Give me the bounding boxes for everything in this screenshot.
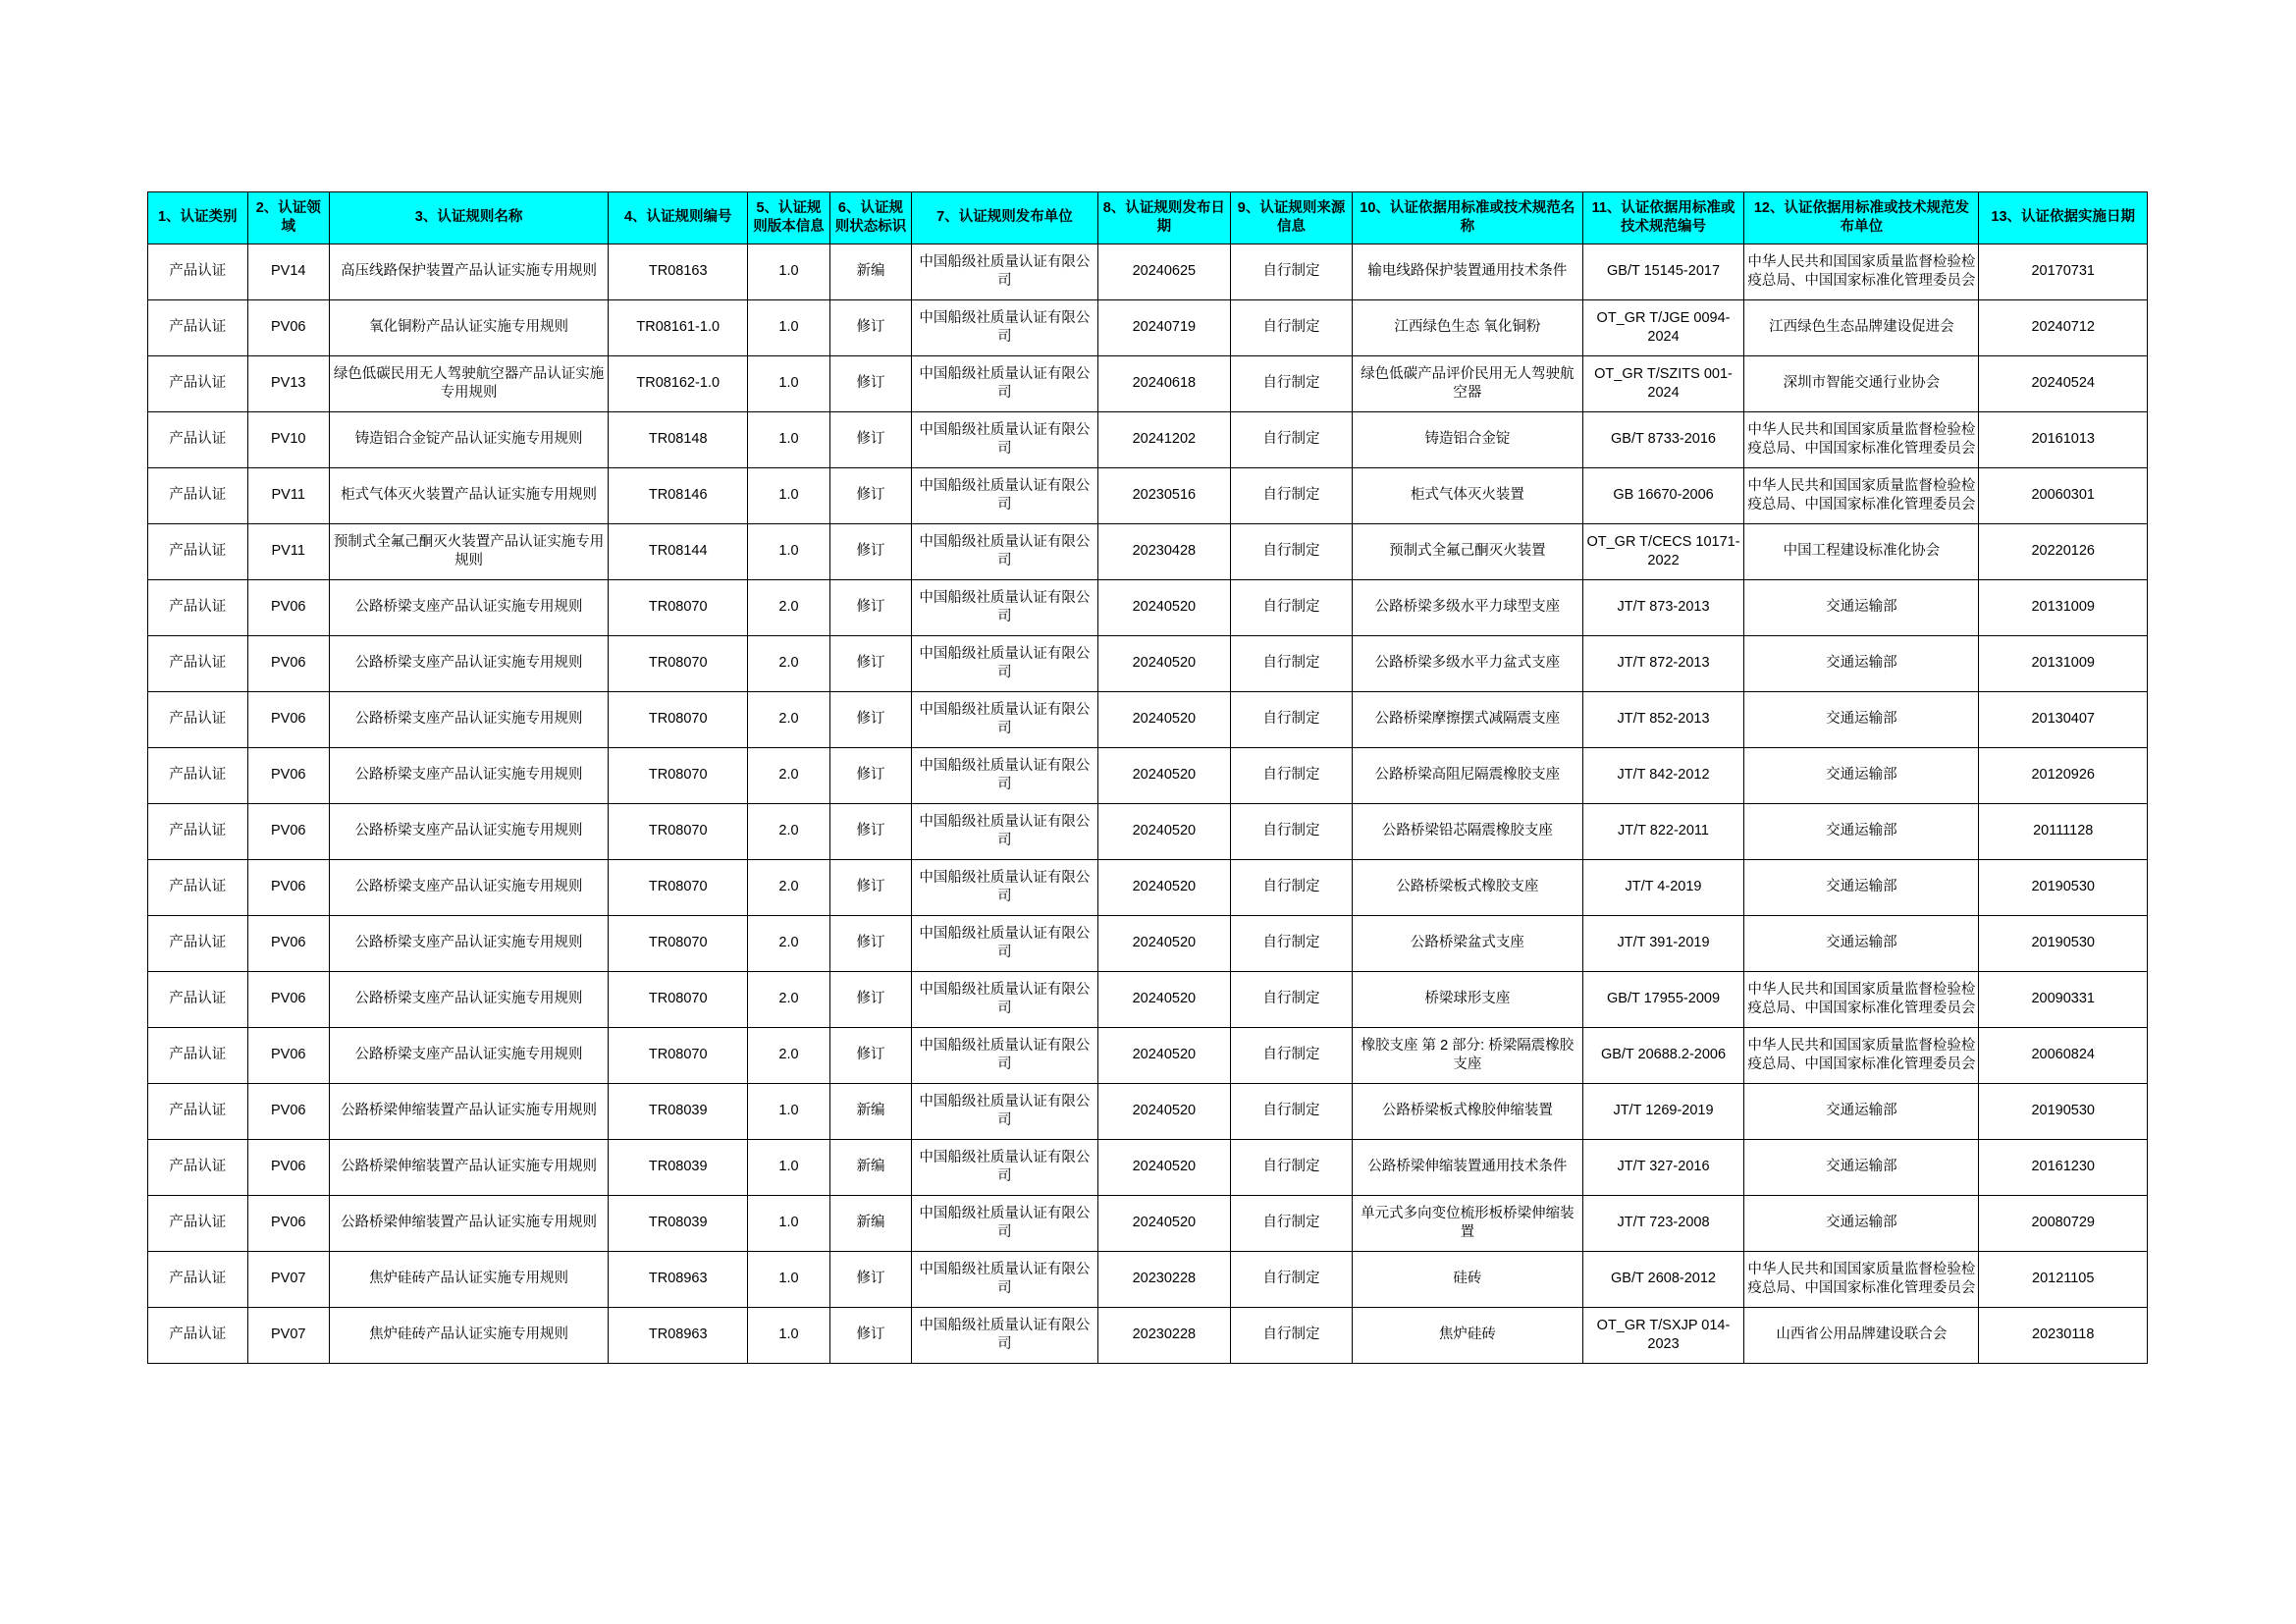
cell-rule-version: 2.0 bbox=[748, 803, 829, 859]
cell-cert-type: 产品认证 bbox=[148, 579, 248, 635]
cell-rule-status: 修订 bbox=[829, 1251, 911, 1307]
cell-rule-number: TR08039 bbox=[609, 1195, 748, 1251]
cell-rule-source: 自行制定 bbox=[1231, 1251, 1353, 1307]
cell-cert-type: 产品认证 bbox=[148, 244, 248, 299]
cell-rule-version: 1.0 bbox=[748, 523, 829, 579]
table-row bbox=[148, 1251, 2148, 1307]
cell-rule-publish-date: 20240520 bbox=[1097, 579, 1230, 635]
cell-rule-publish-date: 20240520 bbox=[1097, 803, 1230, 859]
cell-cert-type: 产品认证 bbox=[148, 1307, 248, 1363]
cell-rule-name: 焦炉硅砖产品认证实施专用规则 bbox=[329, 1307, 608, 1363]
cell-rule-source: 自行制定 bbox=[1231, 915, 1353, 971]
cell-rule-number: TR08070 bbox=[609, 579, 748, 635]
cell-rule-publisher: 中国船级社质量认证有限公司 bbox=[912, 803, 1097, 859]
cell-rule-number: TR08963 bbox=[609, 1307, 748, 1363]
cell-rule-version: 1.0 bbox=[748, 1195, 829, 1251]
cell-standard-publisher: 交通运输部 bbox=[1744, 635, 1979, 691]
cell-rule-publish-date: 20230516 bbox=[1097, 467, 1230, 523]
cell-cert-type: 产品认证 bbox=[148, 411, 248, 467]
cell-standard-publisher: 交通运输部 bbox=[1744, 859, 1979, 915]
table-row bbox=[148, 244, 2148, 299]
table-row bbox=[148, 299, 2148, 355]
cell-rule-source: 自行制定 bbox=[1231, 579, 1353, 635]
table-row bbox=[148, 915, 2148, 971]
cell-standard-name: 公路桥梁盆式支座 bbox=[1353, 915, 1583, 971]
cell-standard-effective-date: 20220126 bbox=[1979, 523, 2148, 579]
column-header-standard-effective-date: 13、认证依据实施日期 bbox=[1979, 192, 2148, 244]
cell-rule-source: 自行制定 bbox=[1231, 523, 1353, 579]
cell-rule-status: 修订 bbox=[829, 915, 911, 971]
cell-rule-publisher: 中国船级社质量认证有限公司 bbox=[912, 971, 1097, 1027]
cell-rule-publish-date: 20240520 bbox=[1097, 747, 1230, 803]
cell-rule-publish-date: 20240520 bbox=[1097, 1139, 1230, 1195]
cell-standard-effective-date: 20230118 bbox=[1979, 1307, 2148, 1363]
cell-standard-publisher: 中华人民共和国国家质量监督检验检疫总局、中国国家标准化管理委员会 bbox=[1744, 467, 1979, 523]
cell-rule-version: 1.0 bbox=[748, 1251, 829, 1307]
cell-cert-type: 产品认证 bbox=[148, 1027, 248, 1083]
cell-rule-status: 修订 bbox=[829, 747, 911, 803]
cell-standard-number: GB/T 8733-2016 bbox=[1582, 411, 1744, 467]
cell-rule-status: 修订 bbox=[829, 355, 911, 411]
column-header-rule-name: 3、认证规则名称 bbox=[329, 192, 608, 244]
cell-rule-publish-date: 20240625 bbox=[1097, 244, 1230, 299]
cell-rule-version: 1.0 bbox=[748, 411, 829, 467]
cell-rule-name: 公路桥梁伸缩装置产品认证实施专用规则 bbox=[329, 1139, 608, 1195]
cell-rule-publisher: 中国船级社质量认证有限公司 bbox=[912, 1251, 1097, 1307]
cell-rule-number: TR08070 bbox=[609, 747, 748, 803]
cell-standard-name: 江西绿色生态 氧化铜粉 bbox=[1353, 299, 1583, 355]
cell-rule-publisher: 中国船级社质量认证有限公司 bbox=[912, 1083, 1097, 1139]
cell-rule-number: TR08148 bbox=[609, 411, 748, 467]
cell-standard-publisher: 交通运输部 bbox=[1744, 1139, 1979, 1195]
cell-rule-version: 2.0 bbox=[748, 635, 829, 691]
cell-rule-publisher: 中国船级社质量认证有限公司 bbox=[912, 579, 1097, 635]
cell-standard-name: 柜式气体灭火装置 bbox=[1353, 467, 1583, 523]
cell-rule-version: 1.0 bbox=[748, 467, 829, 523]
cell-rule-status: 修订 bbox=[829, 859, 911, 915]
cell-rule-status: 修订 bbox=[829, 299, 911, 355]
cell-cert-field: PV10 bbox=[247, 411, 329, 467]
cell-standard-publisher: 交通运输部 bbox=[1744, 1083, 1979, 1139]
cell-rule-source: 自行制定 bbox=[1231, 355, 1353, 411]
cell-rule-publish-date: 20230228 bbox=[1097, 1251, 1230, 1307]
table-row bbox=[148, 859, 2148, 915]
cell-rule-version: 2.0 bbox=[748, 971, 829, 1027]
cell-standard-name: 铸造铝合金锭 bbox=[1353, 411, 1583, 467]
cell-rule-name: 公路桥梁支座产品认证实施专用规则 bbox=[329, 635, 608, 691]
cell-rule-publisher: 中国船级社质量认证有限公司 bbox=[912, 467, 1097, 523]
cell-rule-name: 绿色低碳民用无人驾驶航空器产品认证实施专用规则 bbox=[329, 355, 608, 411]
cell-standard-name: 公路桥梁高阻尼隔震橡胶支座 bbox=[1353, 747, 1583, 803]
cell-rule-publish-date: 20240520 bbox=[1097, 635, 1230, 691]
cell-rule-number: TR08039 bbox=[609, 1139, 748, 1195]
cell-cert-field: PV11 bbox=[247, 523, 329, 579]
cell-cert-type: 产品认证 bbox=[148, 859, 248, 915]
cell-standard-number: JT/T 852-2013 bbox=[1582, 691, 1744, 747]
cell-standard-number: GB/T 17955-2009 bbox=[1582, 971, 1744, 1027]
cell-rule-status: 修订 bbox=[829, 1027, 911, 1083]
column-header-rule-publisher: 7、认证规则发布单位 bbox=[912, 192, 1097, 244]
cell-standard-publisher: 交通运输部 bbox=[1744, 747, 1979, 803]
cell-standard-publisher: 中华人民共和国国家质量监督检验检疫总局、中国国家标准化管理委员会 bbox=[1744, 1251, 1979, 1307]
column-header-standard-number: 11、认证依据用标准或技术规范编号 bbox=[1582, 192, 1744, 244]
table-row bbox=[148, 411, 2148, 467]
cell-cert-type: 产品认证 bbox=[148, 355, 248, 411]
cell-cert-field: PV11 bbox=[247, 467, 329, 523]
cell-rule-status: 新编 bbox=[829, 244, 911, 299]
cell-standard-publisher: 交通运输部 bbox=[1744, 803, 1979, 859]
cell-standard-number: OT_GR T/SZITS 001-2024 bbox=[1582, 355, 1744, 411]
cell-standard-name: 预制式全氟己酮灭火装置 bbox=[1353, 523, 1583, 579]
cell-cert-field: PV07 bbox=[247, 1251, 329, 1307]
cell-rule-status: 修订 bbox=[829, 1307, 911, 1363]
table-row bbox=[148, 355, 2148, 411]
cell-rule-number: TR08162-1.0 bbox=[609, 355, 748, 411]
cell-standard-effective-date: 20161230 bbox=[1979, 1139, 2148, 1195]
cell-rule-version: 2.0 bbox=[748, 915, 829, 971]
cell-rule-number: TR08163 bbox=[609, 244, 748, 299]
cell-rule-version: 2.0 bbox=[748, 691, 829, 747]
table-row bbox=[148, 1195, 2148, 1251]
cell-standard-name: 焦炉硅砖 bbox=[1353, 1307, 1583, 1363]
cell-rule-publisher: 中国船级社质量认证有限公司 bbox=[912, 1027, 1097, 1083]
cell-rule-publish-date: 20240520 bbox=[1097, 691, 1230, 747]
table-row bbox=[148, 1307, 2148, 1363]
cell-standard-name: 公路桥梁铅芯隔震橡胶支座 bbox=[1353, 803, 1583, 859]
cell-standard-name: 输电线路保护装置通用技术条件 bbox=[1353, 244, 1583, 299]
cell-rule-name: 公路桥梁支座产品认证实施专用规则 bbox=[329, 691, 608, 747]
cell-rule-name: 公路桥梁支座产品认证实施专用规则 bbox=[329, 747, 608, 803]
cell-standard-publisher: 中华人民共和国国家质量监督检验检疫总局、中国国家标准化管理委员会 bbox=[1744, 1027, 1979, 1083]
cell-rule-status: 新编 bbox=[829, 1195, 911, 1251]
cell-rule-name: 公路桥梁支座产品认证实施专用规则 bbox=[329, 859, 608, 915]
cell-rule-publish-date: 20240520 bbox=[1097, 859, 1230, 915]
cell-cert-type: 产品认证 bbox=[148, 971, 248, 1027]
cell-cert-field: PV13 bbox=[247, 355, 329, 411]
table-row bbox=[148, 635, 2148, 691]
cell-rule-source: 自行制定 bbox=[1231, 1307, 1353, 1363]
table-row bbox=[148, 467, 2148, 523]
column-header-cert-type: 1、认证类别 bbox=[148, 192, 248, 244]
cell-rule-publisher: 中国船级社质量认证有限公司 bbox=[912, 859, 1097, 915]
cell-rule-publisher: 中国船级社质量认证有限公司 bbox=[912, 411, 1097, 467]
column-header-cert-field: 2、认证领域 bbox=[247, 192, 329, 244]
cell-cert-field: PV06 bbox=[247, 1083, 329, 1139]
cell-standard-name: 公路桥梁伸缩装置通用技术条件 bbox=[1353, 1139, 1583, 1195]
cell-rule-name: 公路桥梁支座产品认证实施专用规则 bbox=[329, 579, 608, 635]
cell-standard-effective-date: 20131009 bbox=[1979, 635, 2148, 691]
cell-standard-effective-date: 20161013 bbox=[1979, 411, 2148, 467]
cell-standard-effective-date: 20131009 bbox=[1979, 579, 2148, 635]
cell-rule-publish-date: 20230428 bbox=[1097, 523, 1230, 579]
cell-cert-type: 产品认证 bbox=[148, 803, 248, 859]
cell-standard-name: 硅砖 bbox=[1353, 1251, 1583, 1307]
cell-rule-publisher: 中国船级社质量认证有限公司 bbox=[912, 244, 1097, 299]
table-row bbox=[148, 523, 2148, 579]
cell-rule-name: 公路桥梁支座产品认证实施专用规则 bbox=[329, 1027, 608, 1083]
cell-cert-type: 产品认证 bbox=[148, 1083, 248, 1139]
table-row bbox=[148, 747, 2148, 803]
cell-standard-effective-date: 20121105 bbox=[1979, 1251, 2148, 1307]
cell-standard-publisher: 交通运输部 bbox=[1744, 691, 1979, 747]
cell-rule-publish-date: 20240618 bbox=[1097, 355, 1230, 411]
column-header-rule-publish-date: 8、认证规则发布日期 bbox=[1097, 192, 1230, 244]
cell-rule-number: TR08161-1.0 bbox=[609, 299, 748, 355]
table-row bbox=[148, 691, 2148, 747]
cell-standard-effective-date: 20120926 bbox=[1979, 747, 2148, 803]
cell-rule-publisher: 中国船级社质量认证有限公司 bbox=[912, 1139, 1097, 1195]
cell-standard-number: JT/T 327-2016 bbox=[1582, 1139, 1744, 1195]
cell-standard-name: 公路桥梁多级水平力盆式支座 bbox=[1353, 635, 1583, 691]
cell-standard-effective-date: 20190530 bbox=[1979, 1083, 2148, 1139]
cell-standard-name: 公路桥梁多级水平力球型支座 bbox=[1353, 579, 1583, 635]
cell-rule-source: 自行制定 bbox=[1231, 635, 1353, 691]
cell-rule-status: 修订 bbox=[829, 971, 911, 1027]
cell-standard-name: 公路桥梁板式橡胶伸缩装置 bbox=[1353, 1083, 1583, 1139]
cell-standard-number: JT/T 842-2012 bbox=[1582, 747, 1744, 803]
cell-standard-name: 绿色低碳产品评价民用无人驾驶航空器 bbox=[1353, 355, 1583, 411]
cell-cert-type: 产品认证 bbox=[148, 467, 248, 523]
cell-rule-source: 自行制定 bbox=[1231, 1027, 1353, 1083]
cell-cert-type: 产品认证 bbox=[148, 1195, 248, 1251]
cell-rule-publisher: 中国船级社质量认证有限公司 bbox=[912, 523, 1097, 579]
cell-rule-name: 公路桥梁支座产品认证实施专用规则 bbox=[329, 803, 608, 859]
cell-standard-name: 公路桥梁摩擦摆式减隔震支座 bbox=[1353, 691, 1583, 747]
cell-rule-version: 2.0 bbox=[748, 1027, 829, 1083]
cell-standard-publisher: 深圳市智能交通行业协会 bbox=[1744, 355, 1979, 411]
cell-cert-type: 产品认证 bbox=[148, 299, 248, 355]
cell-cert-field: PV06 bbox=[247, 747, 329, 803]
cell-rule-publisher: 中国船级社质量认证有限公司 bbox=[912, 747, 1097, 803]
cell-cert-type: 产品认证 bbox=[148, 915, 248, 971]
cell-standard-number: JT/T 723-2008 bbox=[1582, 1195, 1744, 1251]
table-header bbox=[148, 192, 2148, 244]
cell-cert-field: PV06 bbox=[247, 859, 329, 915]
cell-cert-type: 产品认证 bbox=[148, 523, 248, 579]
cell-standard-publisher: 中华人民共和国国家质量监督检验检疫总局、中国国家标准化管理委员会 bbox=[1744, 971, 1979, 1027]
cell-standard-publisher: 江西绿色生态品牌建设促进会 bbox=[1744, 299, 1979, 355]
cell-rule-version: 2.0 bbox=[748, 859, 829, 915]
cell-rule-publisher: 中国船级社质量认证有限公司 bbox=[912, 691, 1097, 747]
cell-rule-number: TR08070 bbox=[609, 859, 748, 915]
cell-rule-version: 1.0 bbox=[748, 1139, 829, 1195]
cell-rule-publish-date: 20230228 bbox=[1097, 1307, 1230, 1363]
cell-rule-source: 自行制定 bbox=[1231, 859, 1353, 915]
cell-rule-number: TR08963 bbox=[609, 1251, 748, 1307]
cell-rule-name: 公路桥梁伸缩装置产品认证实施专用规则 bbox=[329, 1195, 608, 1251]
cell-rule-publish-date: 20240719 bbox=[1097, 299, 1230, 355]
cell-standard-name: 公路桥梁板式橡胶支座 bbox=[1353, 859, 1583, 915]
cell-cert-type: 产品认证 bbox=[148, 1251, 248, 1307]
cell-rule-publish-date: 20240520 bbox=[1097, 1027, 1230, 1083]
column-header-rule-source: 9、认证规则来源信息 bbox=[1231, 192, 1353, 244]
cell-standard-name: 橡胶支座 第 2 部分: 桥梁隔震橡胶支座 bbox=[1353, 1027, 1583, 1083]
cell-rule-publisher: 中国船级社质量认证有限公司 bbox=[912, 915, 1097, 971]
cell-rule-version: 1.0 bbox=[748, 1083, 829, 1139]
cell-rule-source: 自行制定 bbox=[1231, 299, 1353, 355]
cell-rule-status: 修订 bbox=[829, 803, 911, 859]
cell-cert-type: 产品认证 bbox=[148, 635, 248, 691]
cell-rule-source: 自行制定 bbox=[1231, 467, 1353, 523]
cell-cert-field: PV06 bbox=[247, 971, 329, 1027]
cell-rule-name: 预制式全氟己酮灭火装置产品认证实施专用规则 bbox=[329, 523, 608, 579]
cell-rule-publish-date: 20241202 bbox=[1097, 411, 1230, 467]
certification-rules-table-container bbox=[147, 191, 2148, 1364]
column-header-standard-publisher: 12、认证依据用标准或技术规范发布单位 bbox=[1744, 192, 1979, 244]
cell-standard-number: JT/T 872-2013 bbox=[1582, 635, 1744, 691]
cell-rule-name: 氧化铜粉产品认证实施专用规则 bbox=[329, 299, 608, 355]
cell-standard-effective-date: 20240712 bbox=[1979, 299, 2148, 355]
cell-standard-number: JT/T 873-2013 bbox=[1582, 579, 1744, 635]
cell-standard-name: 桥梁球形支座 bbox=[1353, 971, 1583, 1027]
cell-rule-version: 1.0 bbox=[748, 355, 829, 411]
cell-rule-source: 自行制定 bbox=[1231, 747, 1353, 803]
cell-standard-effective-date: 20190530 bbox=[1979, 915, 2148, 971]
cell-rule-name: 焦炉硅砖产品认证实施专用规则 bbox=[329, 1251, 608, 1307]
cell-rule-source: 自行制定 bbox=[1231, 691, 1353, 747]
cell-standard-effective-date: 20080729 bbox=[1979, 1195, 2148, 1251]
cell-rule-status: 修订 bbox=[829, 523, 911, 579]
cell-rule-number: TR08146 bbox=[609, 467, 748, 523]
cell-cert-field: PV06 bbox=[247, 915, 329, 971]
cell-cert-field: PV06 bbox=[247, 1027, 329, 1083]
cell-rule-version: 1.0 bbox=[748, 244, 829, 299]
column-header-rule-number: 4、认证规则编号 bbox=[609, 192, 748, 244]
cell-rule-name: 高压线路保护装置产品认证实施专用规则 bbox=[329, 244, 608, 299]
cell-standard-number: GB 16670-2006 bbox=[1582, 467, 1744, 523]
table-body bbox=[148, 244, 2148, 1363]
cell-rule-status: 修订 bbox=[829, 467, 911, 523]
cell-rule-status: 修订 bbox=[829, 579, 911, 635]
cell-cert-field: PV07 bbox=[247, 1307, 329, 1363]
cell-standard-publisher: 中国工程建设标准化协会 bbox=[1744, 523, 1979, 579]
cell-standard-number: JT/T 822-2011 bbox=[1582, 803, 1744, 859]
cell-rule-source: 自行制定 bbox=[1231, 1195, 1353, 1251]
cell-standard-publisher: 交通运输部 bbox=[1744, 1195, 1979, 1251]
table-row bbox=[148, 1083, 2148, 1139]
cell-rule-publisher: 中国船级社质量认证有限公司 bbox=[912, 299, 1097, 355]
cell-rule-publish-date: 20240520 bbox=[1097, 915, 1230, 971]
cell-rule-publisher: 中国船级社质量认证有限公司 bbox=[912, 1307, 1097, 1363]
cell-standard-effective-date: 20060824 bbox=[1979, 1027, 2148, 1083]
cell-rule-publisher: 中国船级社质量认证有限公司 bbox=[912, 1195, 1097, 1251]
cell-cert-field: PV06 bbox=[247, 803, 329, 859]
cell-rule-publish-date: 20240520 bbox=[1097, 1195, 1230, 1251]
cell-standard-effective-date: 20170731 bbox=[1979, 244, 2148, 299]
cell-rule-source: 自行制定 bbox=[1231, 1083, 1353, 1139]
table-header-row bbox=[148, 192, 2148, 244]
table-row bbox=[148, 1027, 2148, 1083]
cell-rule-name: 公路桥梁伸缩装置产品认证实施专用规则 bbox=[329, 1083, 608, 1139]
cell-rule-publish-date: 20240520 bbox=[1097, 971, 1230, 1027]
cell-standard-effective-date: 20060301 bbox=[1979, 467, 2148, 523]
cell-rule-version: 2.0 bbox=[748, 747, 829, 803]
cell-standard-publisher: 中华人民共和国国家质量监督检验检疫总局、中国国家标准化管理委员会 bbox=[1744, 244, 1979, 299]
column-header-rule-version: 5、认证规则版本信息 bbox=[748, 192, 829, 244]
cell-rule-number: TR08070 bbox=[609, 635, 748, 691]
cell-rule-source: 自行制定 bbox=[1231, 1139, 1353, 1195]
cell-rule-status: 修订 bbox=[829, 411, 911, 467]
cell-rule-version: 1.0 bbox=[748, 1307, 829, 1363]
cell-standard-number: GB/T 20688.2-2006 bbox=[1582, 1027, 1744, 1083]
cell-rule-number: TR08144 bbox=[609, 523, 748, 579]
cell-rule-number: TR08070 bbox=[609, 803, 748, 859]
cell-rule-status: 新编 bbox=[829, 1083, 911, 1139]
cell-cert-type: 产品认证 bbox=[148, 1139, 248, 1195]
cell-standard-effective-date: 20130407 bbox=[1979, 691, 2148, 747]
cell-rule-version: 1.0 bbox=[748, 299, 829, 355]
cell-standard-number: OT_GR T/CECS 10171-2022 bbox=[1582, 523, 1744, 579]
cell-cert-field: PV06 bbox=[247, 635, 329, 691]
cell-standard-publisher: 中华人民共和国国家质量监督检验检疫总局、中国国家标准化管理委员会 bbox=[1744, 411, 1979, 467]
cell-rule-publish-date: 20240520 bbox=[1097, 1083, 1230, 1139]
table-row bbox=[148, 971, 2148, 1027]
cell-rule-version: 2.0 bbox=[748, 579, 829, 635]
cell-rule-source: 自行制定 bbox=[1231, 803, 1353, 859]
cell-standard-publisher: 交通运输部 bbox=[1744, 915, 1979, 971]
cell-rule-name: 柜式气体灭火装置产品认证实施专用规则 bbox=[329, 467, 608, 523]
cell-standard-effective-date: 20090331 bbox=[1979, 971, 2148, 1027]
cell-rule-name: 铸造铝合金锭产品认证实施专用规则 bbox=[329, 411, 608, 467]
cell-rule-number: TR08070 bbox=[609, 1027, 748, 1083]
cell-cert-field: PV14 bbox=[247, 244, 329, 299]
cell-cert-type: 产品认证 bbox=[148, 747, 248, 803]
cell-cert-type: 产品认证 bbox=[148, 691, 248, 747]
cell-rule-source: 自行制定 bbox=[1231, 411, 1353, 467]
cell-standard-name: 单元式多向变位梳形板桥梁伸缩装置 bbox=[1353, 1195, 1583, 1251]
table-row bbox=[148, 1139, 2148, 1195]
cell-standard-publisher: 山西省公用品牌建设联合会 bbox=[1744, 1307, 1979, 1363]
cell-rule-name: 公路桥梁支座产品认证实施专用规则 bbox=[329, 971, 608, 1027]
cell-rule-number: TR08070 bbox=[609, 691, 748, 747]
cell-rule-publisher: 中国船级社质量认证有限公司 bbox=[912, 355, 1097, 411]
cell-standard-effective-date: 20240524 bbox=[1979, 355, 2148, 411]
cell-standard-number: OT_GR T/JGE 0094-2024 bbox=[1582, 299, 1744, 355]
table-row bbox=[148, 803, 2148, 859]
cell-rule-name: 公路桥梁支座产品认证实施专用规则 bbox=[329, 915, 608, 971]
cell-cert-field: PV06 bbox=[247, 299, 329, 355]
cell-cert-field: PV06 bbox=[247, 691, 329, 747]
cell-rule-number: TR08070 bbox=[609, 915, 748, 971]
cell-rule-status: 修订 bbox=[829, 635, 911, 691]
cell-standard-number: OT_GR T/SXJP 014-2023 bbox=[1582, 1307, 1744, 1363]
cell-rule-source: 自行制定 bbox=[1231, 971, 1353, 1027]
cell-rule-source: 自行制定 bbox=[1231, 244, 1353, 299]
cell-cert-field: PV06 bbox=[247, 579, 329, 635]
cell-rule-number: TR08039 bbox=[609, 1083, 748, 1139]
cell-rule-status: 新编 bbox=[829, 1139, 911, 1195]
cell-standard-number: JT/T 391-2019 bbox=[1582, 915, 1744, 971]
cell-rule-number: TR08070 bbox=[609, 971, 748, 1027]
column-header-standard-name: 10、认证依据用标准或技术规范名称 bbox=[1353, 192, 1583, 244]
cell-rule-publisher: 中国船级社质量认证有限公司 bbox=[912, 635, 1097, 691]
table-row bbox=[148, 579, 2148, 635]
cell-standard-effective-date: 20111128 bbox=[1979, 803, 2148, 859]
cell-cert-field: PV06 bbox=[247, 1139, 329, 1195]
cell-rule-status: 修订 bbox=[829, 691, 911, 747]
certification-rules-table bbox=[147, 191, 2148, 1364]
cell-standard-number: JT/T 4-2019 bbox=[1582, 859, 1744, 915]
column-header-rule-status: 6、认证规则状态标识 bbox=[829, 192, 911, 244]
cell-standard-number: GB/T 2608-2012 bbox=[1582, 1251, 1744, 1307]
cell-standard-number: GB/T 15145-2017 bbox=[1582, 244, 1744, 299]
cell-standard-effective-date: 20190530 bbox=[1979, 859, 2148, 915]
cell-cert-field: PV06 bbox=[247, 1195, 329, 1251]
cell-standard-number: JT/T 1269-2019 bbox=[1582, 1083, 1744, 1139]
cell-standard-publisher: 交通运输部 bbox=[1744, 579, 1979, 635]
